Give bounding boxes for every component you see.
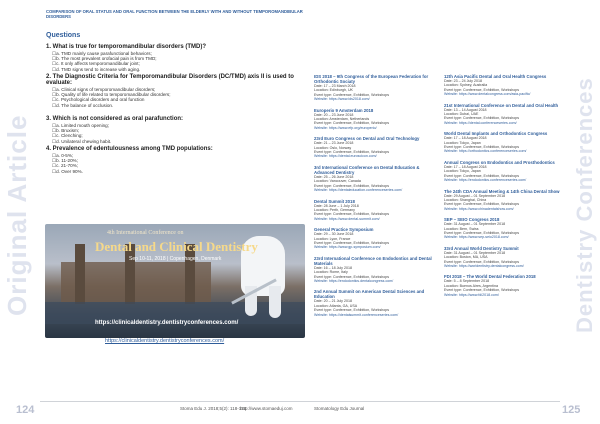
- conference-poster-image: [45, 224, 305, 338]
- conference-date: Date: 5 – 8 September 2018: [444, 279, 490, 284]
- conference-entry: [314, 108, 434, 131]
- conference-location: Location: Tokyo, Japan: [444, 169, 481, 174]
- conference-location: Location: Boston, MA, USA: [444, 255, 488, 260]
- conference-entry: [314, 165, 434, 193]
- conference-entry: [444, 160, 564, 183]
- conference-title: 21st International Conference on Dental and Oral Health: [444, 102, 559, 108]
- conference-type: Event type: Conference, Exhibition, Workshops: [314, 274, 390, 279]
- question-title: 3. Which is not considered as oral parafunction:: [46, 116, 184, 122]
- answer-option[interactable]: ☐d. The balance of occlusion.: [52, 102, 114, 108]
- poster-date: Sep 10-11, 2018 | Copenhagen, Denmark: [129, 256, 222, 262]
- poster-subtitle: 4th International Conference on: [107, 230, 184, 236]
- answer-option[interactable]: ☐b. Quality of life related to temporomandibular disorders;: [52, 92, 171, 98]
- conference-title: SEP – SEIO Congress 2018: [444, 217, 500, 223]
- conference-date: Date: 20 – 21 July 2018: [314, 299, 352, 304]
- conference-website[interactable]: Website: https://www.efp.org/europerio/: [314, 125, 377, 130]
- conference-website[interactable]: Website: https://endodontics.dentalcongress.com/: [314, 278, 394, 283]
- conference-website[interactable]: Website: https://dental.euroscicon.com/: [314, 154, 377, 159]
- conference-title: 33rd Annual World Dentistry Summit: [444, 245, 519, 251]
- conference-entry: [314, 227, 434, 250]
- conference-title: 3rd International Conference on Dental Education & Advanced Dentistry: [314, 164, 420, 175]
- conference-date: Date: 17 – 18 August 2018: [444, 136, 487, 141]
- conference-entry: [444, 217, 564, 240]
- conference-location: Location: Sydney, Australia: [444, 83, 488, 88]
- poster-url: https://clinicaldentistry.dentistryconferences.com/: [95, 320, 239, 326]
- conference-website[interactable]: Website: https://www.sep-seio2018.com/: [444, 235, 509, 240]
- tooth-root: [269, 286, 281, 318]
- question-title: 2. The Diagnostic Criteria for Temporomandibular Disorders (DC/TMD) axis II is used to evaluate:: [46, 74, 294, 86]
- conference-title: FDI 2018 – The World Dental Federation 2018: [444, 274, 536, 280]
- conference-location: Location: Tokyo, Japan: [444, 140, 481, 145]
- answer-option[interactable]: ☐d. TMD signs tend to increase with aging.: [52, 66, 141, 72]
- answer-option[interactable]: ☐a. Limited mouth opening;: [52, 123, 109, 128]
- page-number-left: 124: [16, 404, 35, 416]
- footer-url-left[interactable]: http://www.stomaeduj.com: [240, 406, 293, 411]
- conference-date: Date: 17 – 18 August 2018: [444, 164, 487, 169]
- conference-title: The 24th CDA Annual Meeting & 14th China Dental Show: [444, 188, 560, 194]
- conference-type: Event type: Conference, Exhibition, Workshops: [314, 121, 390, 126]
- answer-option[interactable]: ☐c. Clenching;: [52, 133, 83, 139]
- conference-title: Europerio 9 Amsterdam 2018: [314, 107, 374, 113]
- conference-website[interactable]: Website: https://worldentistry.dentalcongress.com/: [444, 263, 524, 268]
- conference-type: Event type: Conference, Exhibition, Workshops: [444, 173, 520, 178]
- conference-entry: [314, 136, 434, 159]
- conference-location: Location: Edinburgh, UK: [314, 88, 353, 93]
- conference-website[interactable]: Website: https://www.fdi2018.com/: [444, 292, 499, 297]
- conference-type: Event type: Conference, Exhibition, Workshops: [314, 308, 390, 313]
- conference-website[interactable]: Website: https://www.dental-summit.com/: [314, 216, 380, 221]
- conference-date: Date: 31 August – 01 September 2018: [444, 222, 506, 227]
- conference-entry: [444, 74, 564, 97]
- conference-entry: [444, 103, 564, 126]
- conference-location: Location: Rome, Italy: [314, 270, 348, 275]
- conference-date: Date: 16 – 18 July 2018: [314, 265, 352, 270]
- poster-title: Dental and Clinical Dentistry: [95, 239, 258, 254]
- footer-citation-left: Stoma Edu J. 2018;5(2): 118-124: [180, 406, 247, 411]
- conference-entry: [314, 256, 434, 284]
- answer-option[interactable]: ☐a. 0-5%;: [52, 153, 74, 158]
- conference-type: Event type: Conference, Exhibition, Workshops: [444, 202, 520, 207]
- answer-option[interactable]: ☐a. Clinical signs of temporomandibular disorders;: [52, 87, 156, 92]
- poster-link[interactable]: https://clinicaldentistry.dentistryconferences.com/: [105, 338, 225, 344]
- conference-title: Dental Summit 2018: [314, 198, 355, 204]
- conference-location: Location: Dubai, UAE: [444, 112, 479, 117]
- side-label-original-article: Original Article: [2, 114, 32, 316]
- running-header: COMPARISON OF ORAL STATUS AND ORAL FUNCTION BETWEEN THE ELDERLY WITH AND WITHOUT TEMPOROMANDIBULAR DISORDERS: [46, 9, 303, 19]
- conference-location: Location: Amsterdam, Netherlands: [314, 117, 370, 122]
- conference-type: Event type: Conference, Exhibition, Workshops: [444, 145, 520, 150]
- question-2: [46, 74, 296, 108]
- conference-website[interactable]: Website: https://endodontics.conferenceseries.com/: [444, 178, 527, 183]
- conference-title: IDS 2018 – 9th Congress of the European Federation for Orthodontic Sociaty: [314, 74, 429, 84]
- conference-type: Event type: Conference, Exhibition, Workshops: [444, 230, 520, 235]
- conference-entry: [314, 199, 434, 222]
- conference-location: Location: Oslo, Norway: [314, 145, 352, 150]
- conference-website[interactable]: Website: https://www.chinadentalshow.com/: [444, 206, 514, 211]
- conference-location: Location: Shanghai, China: [444, 197, 487, 202]
- conference-location: Location: Atlanta, GA, USA: [314, 303, 358, 308]
- page-number-right: 125: [562, 404, 581, 416]
- conference-website[interactable]: Website: https://dental.conferenceseries.com/: [444, 120, 517, 125]
- conference-type: Event type: Conference, Exhibition, Workshops: [444, 259, 520, 264]
- answer-option[interactable]: ☐b. The most prevalent orofacial pain is from TMD;: [52, 56, 157, 62]
- conference-date: Date: 23 – 24 July 2018: [444, 79, 482, 83]
- conference-date: Date: 21 – 23 June 2018: [314, 141, 354, 146]
- conference-type: Event type: Conference, Exhibition, Workshops: [444, 87, 520, 92]
- conference-date: Date: 13 – 14 August 2018: [444, 107, 487, 112]
- conference-location: Location: Bern, Swiss: [444, 226, 479, 231]
- conference-type: Event type: Conference, Exhibition, Workshops: [314, 183, 390, 188]
- conference-title: 2nd Annual Summit on American Dental Sciences and Education: [314, 289, 425, 300]
- question-4: [46, 146, 296, 174]
- question-title: 1. What is true for temporomandibular disorders (TMD)?: [46, 44, 207, 50]
- answer-option[interactable]: ☐b. 11-20%;: [52, 158, 78, 164]
- conference-date: Date: 28 June – 1 July 2018: [314, 203, 359, 208]
- conference-entry: [314, 74, 434, 102]
- conference-website[interactable]: Website: https://www.ids2018.com/: [314, 97, 370, 102]
- questions-heading: Questions: [46, 32, 81, 39]
- question-3: [46, 116, 296, 144]
- conference-entry: [314, 289, 434, 317]
- castle-tower: [75, 244, 85, 304]
- conference-title: 12th Asia Pacific Dental and Oral Health Congress: [444, 74, 547, 79]
- conference-website[interactable]: Website: https://www.dentalcongress.com/asia-pacific/: [444, 92, 531, 97]
- question-1: [46, 44, 296, 72]
- conference-title: Annual Congress on Endodontics and Prosthodontics: [444, 159, 555, 165]
- conference-title: General Practice Symposium: [314, 227, 374, 233]
- conference-date: Date: 31 August – 01 September 2018: [444, 250, 506, 255]
- conference-date: Date: 29 August – 01 September 2018: [444, 193, 506, 198]
- conference-entry: [444, 274, 564, 297]
- answer-option[interactable]: ☐d. Unilateral chewing habit.: [52, 138, 112, 144]
- conference-website[interactable]: Website: https://dentaleducation.conferenceseries.com/: [314, 188, 403, 193]
- answer-option[interactable]: ☐b. Bruxism;: [52, 128, 80, 134]
- footer-divider: [40, 401, 560, 402]
- conference-location: Location: Vancouver, Canada: [314, 179, 361, 184]
- conference-website[interactable]: Website: https://dentalsummit.conferenceseries.com/: [314, 312, 399, 317]
- conference-type: Event type: Conference, Exhibition, Workshops: [314, 150, 390, 155]
- conference-website[interactable]: Website: https://www.gp-symposium.com/: [314, 245, 381, 250]
- conference-location: Location: Buenos Aires, Argentina: [444, 283, 498, 288]
- conference-title: World Dental Implants and Orthodontics Congress: [444, 131, 548, 137]
- conference-list-column-a: [314, 74, 434, 323]
- answer-option[interactable]: ☐c. 21-70%;: [52, 163, 79, 169]
- answer-option[interactable]: ☐c. It only affects temporomandibular joint;: [52, 61, 140, 67]
- conference-date: Date: 20 – 23 June 2018: [314, 112, 354, 117]
- conference-title: 23rd Euro Congress on Dental and Oral Technology: [314, 136, 420, 142]
- conference-type: Event type: Conference, Exhibition, Workshops: [314, 92, 390, 97]
- conference-title: 23rd International Conference on Endodontics and Dental Materials: [314, 255, 432, 266]
- conference-date: Date: 25 – 26 June 2018: [314, 174, 354, 179]
- side-label-dentistry-conferences: Dentistry Conferences: [572, 77, 597, 333]
- answer-option[interactable]: ☐a. TMD mainly cause parafunctional behaviors;: [52, 51, 152, 56]
- answer-option[interactable]: ☐c. Psychological disorders and oral function: [52, 97, 145, 103]
- conference-type: Event type: Conference, Exhibition, Workshops: [444, 116, 520, 121]
- conference-type: Event type: Conference, Exhibition, Workshops: [314, 240, 390, 245]
- conference-location: Location: Lyon, France: [314, 236, 351, 241]
- answer-option[interactable]: ☐d. Over 90%.: [52, 168, 83, 174]
- conference-entry: [444, 246, 564, 269]
- conference-list-column-b: [444, 74, 564, 303]
- conference-date: Date: 29 – 30 June 2018: [314, 232, 354, 237]
- conference-entry: [444, 131, 564, 154]
- conference-date: Date: 17 – 23 March 2018: [314, 84, 356, 88]
- conference-type: Event type: Conference, Exhibition, Workshops: [314, 212, 390, 217]
- conference-website[interactable]: Website: https://orthodontics.conferenceseries.com/: [444, 149, 527, 154]
- footer-journal-name: Stomatology Edu Journal: [314, 406, 365, 411]
- conference-location: Location: Perth, Germany: [314, 207, 355, 212]
- question-title: 4. Prevalence of edentulousness among TMD populations:: [46, 146, 213, 152]
- conference-type: Event type: Conference, Exhibition, Workshops: [444, 288, 520, 293]
- conference-entry: [444, 189, 564, 212]
